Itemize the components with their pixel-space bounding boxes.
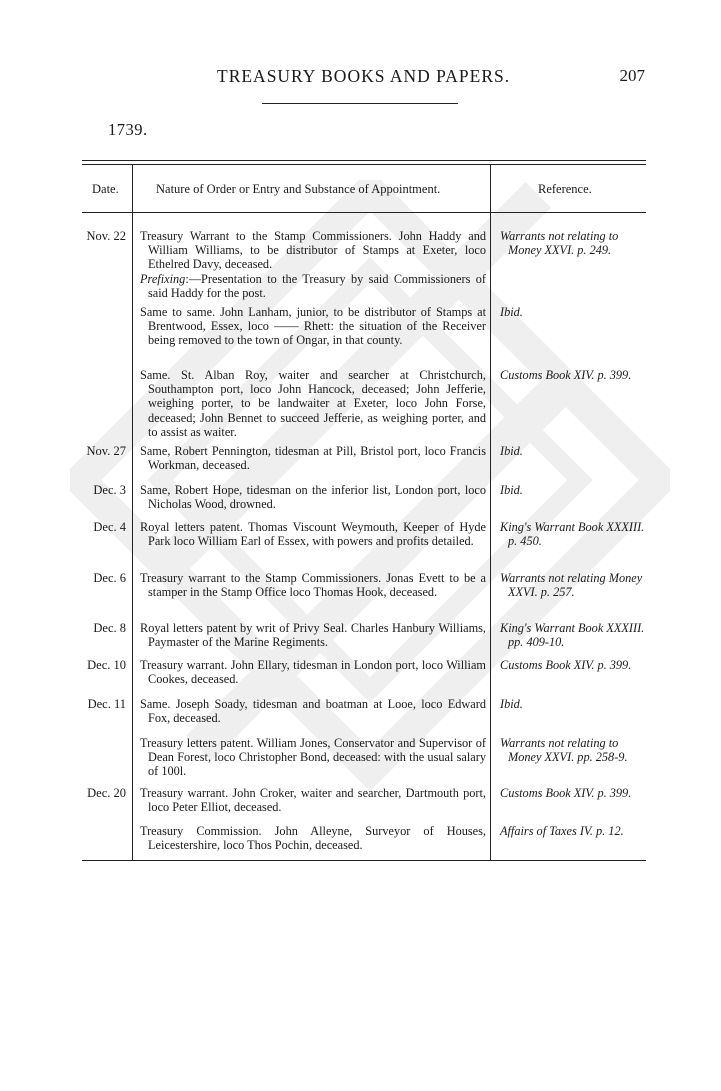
row-date: Dec. 10: [87, 658, 126, 672]
entry-text: Treasury warrant to the Stamp Commissioners. Jonas Evett to be a stamper in the Stamp Office loco Thomas Hook, deceased.: [140, 571, 486, 600]
reference-text: Ibid.: [500, 444, 523, 458]
running-title: TREASURY BOOKS AND PAPERS.: [217, 66, 511, 86]
row-date: Nov. 22: [86, 229, 126, 243]
row-entry: [140, 736, 486, 779]
row-date: Dec. 11: [87, 697, 126, 711]
reference-text: King's Warrant Book XXXIII. p. 450.: [500, 520, 645, 549]
year-heading: 1739.: [108, 120, 148, 139]
running-header: [85, 66, 645, 90]
reference-text: Ibid.: [500, 483, 523, 497]
row-reference: [500, 621, 646, 649]
column-header-nature: Nature of Order or Entry and Substance of Appointment.: [156, 182, 441, 196]
reference-text: Warrants not relating to Money XXVI. p. 249.: [500, 229, 619, 258]
row-entry: [140, 305, 486, 348]
row-reference: [500, 786, 646, 800]
row-reference: [500, 444, 646, 458]
row-reference: [500, 520, 646, 548]
row-date: Dec. 4: [93, 520, 126, 534]
row-reference: [500, 229, 646, 257]
row-entry: [140, 229, 486, 300]
row-reference: [500, 483, 646, 497]
top-rule-2: [82, 164, 646, 165]
row-entry: [140, 786, 486, 814]
row-date: Nov. 27: [86, 444, 126, 458]
entry-text: Same. Joseph Soady, tidesman and boatman at Looe, loco Edward Fox, deceased.: [140, 697, 486, 726]
header-rule: [262, 103, 458, 104]
top-rule-1: [82, 160, 646, 161]
bottom-rule: [82, 860, 646, 861]
prefixing-label: Prefixing: [140, 271, 186, 286]
page-number: 207: [619, 66, 645, 85]
row-date: Dec. 8: [93, 621, 126, 635]
prefixing-text: :—Presentation to the Treasury by said Commissioners of said Haddy for the post.: [148, 271, 486, 300]
row-reference: [500, 736, 646, 764]
entry-prefixing: [140, 272, 486, 300]
row-entry: [140, 621, 486, 649]
row-reference: [500, 697, 646, 711]
entry-text: Treasury Warrant to the Stamp Commissioners. John Haddy and William Williams, to be distributor of Stamps at Exeter, loco Ethelred Davy, deceased.: [140, 229, 486, 272]
header-bottom-rule: [82, 212, 646, 213]
row-entry: [140, 658, 486, 686]
reference-text: Customs Book XIV. p. 399.: [500, 368, 632, 382]
reference-text: Ibid.: [500, 305, 523, 319]
row-entry: [140, 697, 486, 725]
column-header-reference: Reference.: [538, 182, 592, 196]
entry-text: Same. St. Alban Roy, waiter and searcher at Christchurch, Southampton port, loco John Hancock, deceased; John Jefferie, weighing porter, to be landwaiter at Exeter, loco John Forse, deceased; John Bennet to succeed Jefferie, as weighing porter, and to assist as waiter.: [140, 368, 486, 439]
row-reference: [500, 571, 646, 599]
column-header-date: Date.: [92, 182, 119, 196]
column-divider-2: [490, 164, 491, 860]
row-entry: [140, 520, 486, 548]
row-entry: [140, 824, 486, 852]
entry-text: Same, Robert Pennington, tidesman at Pill, Bristol port, loco Francis Workman, deceased.: [140, 444, 486, 473]
row-reference: [500, 824, 646, 838]
reference-text: Ibid.: [500, 697, 523, 711]
row-entry: [140, 368, 486, 439]
entry-text: Treasury warrant. John Ellary, tidesman in London port, loco William Cookes, deceased.: [140, 658, 486, 687]
entry-text: Royal letters patent. Thomas Viscount Weymouth, Keeper of Hyde Park loco William Earl of Essex, with powers and profits detailed.: [140, 520, 486, 549]
entry-text: Treasury Commission. John Alleyne, Surveyor of Houses, Leicestershire, loco Thos Pochin, deceased.: [140, 824, 486, 853]
row-entry: [140, 483, 486, 511]
reference-text: Affairs of Taxes IV. p. 12.: [500, 824, 624, 838]
reference-text: Warrants not relating to Money XXVI. pp. 258-9.: [500, 736, 628, 765]
reference-text: Warrants not relating Money XXVI. p. 257.: [500, 571, 643, 600]
row-reference: [500, 305, 646, 319]
row-date: Dec. 6: [93, 571, 126, 585]
entry-text: Same to same. John Lanham, junior, to be distributor of Stamps at Brentwood, Essex, loco —— Rhett: the situation of the Receiver being removed to the town of Ongar, in that county.: [140, 305, 486, 348]
column-divider-1: [132, 164, 133, 860]
row-reference: [500, 368, 646, 382]
row-date: Dec. 20: [87, 786, 126, 800]
reference-text: Customs Book XIV. p. 399.: [500, 786, 632, 800]
row-entry: [140, 571, 486, 599]
entry-text: Treasury warrant. John Croker, waiter and searcher, Dartmouth port, loco Peter Elliot, deceased.: [140, 786, 486, 815]
entry-text: Royal letters patent by writ of Privy Seal. Charles Hanbury Williams, Paymaster of the Marine Regiments.: [140, 621, 486, 650]
row-date: Dec. 3: [93, 483, 126, 497]
reference-text: King's Warrant Book XXXIII. pp. 409-10.: [500, 621, 645, 650]
row-reference: [500, 658, 646, 672]
reference-text: Customs Book XIV. p. 399.: [500, 658, 632, 672]
entry-text: Treasury letters patent. William Jones, Conservator and Supervisor of Dean Forest, loco Christopher Bond, deceased: with the usual salary of 100l.: [140, 736, 486, 779]
entry-text: Same, Robert Hope, tidesman on the inferior list, London port, loco Nicholas Wood, drowned.: [140, 483, 486, 512]
row-entry: [140, 444, 486, 472]
